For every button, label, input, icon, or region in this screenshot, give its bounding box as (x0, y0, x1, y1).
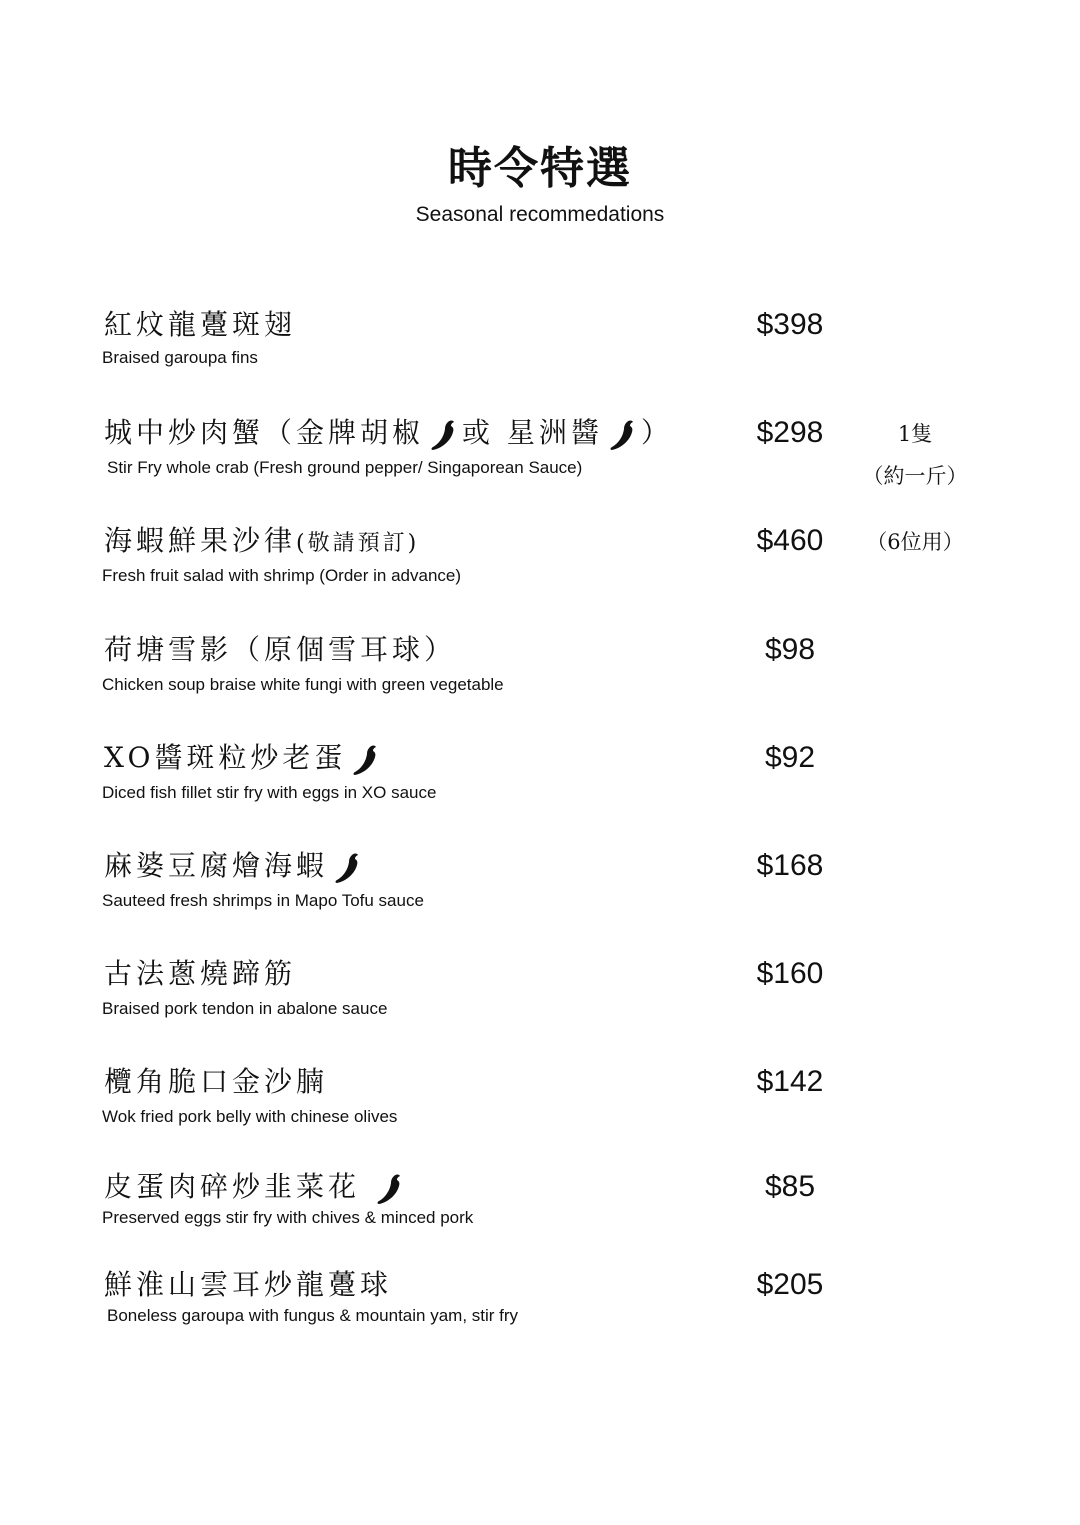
order-in-advance-note: (敬請預訂) (296, 531, 420, 556)
dish-name-english: Fresh fruit salad with shrimp (Order in advance) (102, 566, 462, 585)
dish-name-chinese: 紅炆龍躉斑翅 (104, 308, 297, 341)
dish-name-english: Stir Fry whole crab (Fresh ground pepper/ Singaporean Sauce) (107, 458, 583, 477)
dish-name-chinese: 鮮淮山雲耳炒龍躉球 (104, 1268, 393, 1301)
dish-name-part: 麻婆豆腐燴海蝦 (104, 849, 329, 882)
dish-name-chinese (104, 738, 384, 778)
dish-price: $160 (756, 957, 824, 990)
dish-name-chinese (104, 521, 419, 564)
chili-pepper-icon (428, 418, 458, 452)
menu-item (0, 521, 1080, 621)
dish-name-chinese: 荷塘雪影（原個雪耳球） (104, 633, 457, 666)
menu-item (0, 954, 1080, 1054)
dish-name-chinese (104, 413, 673, 453)
dish-name-part: 海蝦鮮果沙律 (104, 524, 297, 557)
page-title-chinese: 時令特選 (448, 143, 632, 194)
portion-note: （6位用） (866, 530, 964, 554)
chili-pepper-icon (607, 418, 637, 452)
chili-pepper-icon (332, 851, 362, 885)
dish-name-english: Boneless garoupa with fungus & mountain yam, stir fry (107, 1306, 519, 1325)
dish-price: $142 (756, 1065, 824, 1098)
dish-name-english: Diced fish fillet stir fry with eggs in XO sauce (102, 783, 437, 802)
dish-price: $298 (756, 416, 824, 449)
menu-item (0, 738, 1080, 838)
dish-price: $98 (764, 633, 816, 666)
menu-item (0, 1265, 1080, 1365)
dish-price: $92 (764, 741, 816, 774)
portion-weight-note: （約一斤） (862, 464, 968, 488)
dish-name-chinese: 古法蔥燒蹄筋 (104, 957, 297, 990)
dish-name-part: 城中炒肉蟹（金牌胡椒 (104, 416, 425, 449)
menu-item (0, 1167, 1080, 1267)
chili-pepper-icon (350, 743, 380, 777)
dish-name-english: Chicken soup braise white fungi with green vegetable (102, 675, 504, 694)
dish-name-english: Wok fried pork belly with chinese olives (102, 1107, 398, 1126)
dish-price: $205 (756, 1268, 824, 1301)
dish-price: $168 (756, 849, 824, 882)
portion-note: 1隻 (897, 422, 933, 446)
menu-item (0, 630, 1080, 730)
dish-name-part: 或 星洲醬 (462, 416, 603, 449)
page-title-english: Seasonal recommedations (415, 203, 665, 226)
menu-item (0, 846, 1080, 946)
dish-price: $85 (764, 1170, 816, 1203)
dish-name-part: XO醬斑粒炒老蛋 (104, 741, 347, 774)
dish-name-part: ） (640, 416, 673, 449)
dish-name-chinese: 欖角脆口金沙腩 (104, 1065, 329, 1098)
dish-name-english: Braised garoupa fins (102, 348, 258, 367)
dish-name-chinese (104, 1167, 408, 1207)
dish-name-english: Sauteed fresh shrimps in Mapo Tofu sauce (102, 891, 424, 910)
dish-name-part: 皮蛋肉碎炒韭菜花 (104, 1170, 361, 1203)
dish-price: $398 (756, 308, 824, 341)
dish-name-english: Preserved eggs stir fry with chives & minced pork (102, 1208, 474, 1227)
dish-name-chinese (104, 846, 366, 886)
dish-price: $460 (756, 524, 824, 557)
menu-item (0, 1062, 1080, 1162)
chili-pepper-icon (374, 1172, 404, 1206)
menu-item (0, 413, 1080, 513)
dish-name-english: Braised pork tendon in abalone sauce (102, 999, 388, 1018)
menu-item (0, 305, 1080, 405)
